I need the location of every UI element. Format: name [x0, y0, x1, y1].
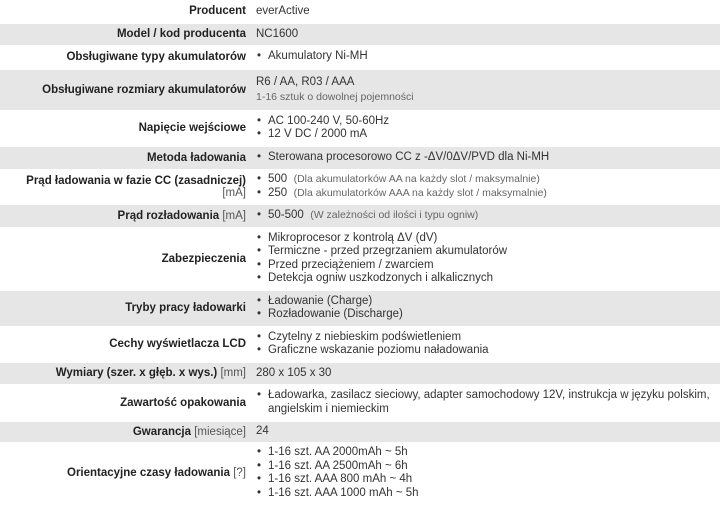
- list-item: • 12 V DC / 2000 mA: [268, 128, 720, 142]
- bullet-list: [256, 209, 720, 223]
- bullet-list: [256, 389, 720, 416]
- list-item: • Termiczne - przed przegrzaniem akumulatorów: [268, 245, 720, 259]
- row-label: [0, 110, 251, 146]
- row-value: [251, 204, 720, 227]
- table-row: [0, 0, 720, 23]
- table-row: [0, 384, 720, 421]
- table-row: [0, 227, 720, 290]
- list-item: [268, 209, 720, 223]
- row-value: [251, 0, 720, 23]
- list-item: • Przed przeciążeniem / zwarciem: [268, 259, 720, 273]
- list-item: • 1-16 szt. AAA 1000 mAh ~ 5h: [268, 487, 720, 501]
- list-item: • Ładowanie (Charge): [268, 295, 720, 309]
- list-item: • 1-16 szt. AA 2500mAh ~ 6h: [268, 460, 720, 474]
- item-main: 500: [268, 173, 288, 185]
- row-label: [0, 204, 251, 227]
- table-row: [0, 110, 720, 146]
- bullet-list: [256, 295, 720, 322]
- row-value: [251, 110, 720, 146]
- row-value: [251, 421, 720, 442]
- label-unit: [mA]: [222, 186, 246, 199]
- item-main: 50-500: [268, 208, 304, 221]
- row-label: [0, 0, 251, 23]
- table-row: [0, 442, 720, 504]
- row-label: [0, 384, 251, 421]
- row-value: [251, 326, 720, 362]
- list-item: [268, 173, 720, 187]
- list-item: • Czytelny z niebieskim podświetleniem: [268, 331, 720, 345]
- label-text: Model / kod producenta: [116, 28, 246, 40]
- label-text: Obsługiwane rozmiary akumulatorów: [42, 83, 246, 96]
- row-label: [0, 421, 251, 442]
- value-text: 24: [256, 425, 269, 437]
- table-row: [0, 326, 720, 362]
- label-text: Cechy wyświetlacza LCD: [109, 338, 246, 350]
- row-label: [0, 146, 251, 169]
- row-value: [251, 227, 720, 290]
- bullet-list: [256, 115, 720, 142]
- list-item: • AC 100-240 V, 50-60Hz: [268, 115, 720, 129]
- row-label: [0, 326, 251, 362]
- table-row: [0, 204, 720, 227]
- label-text: Obsługiwane typy akumulatorów: [66, 51, 246, 63]
- row-value: [251, 362, 720, 384]
- list-item: • 1-16 szt. AAA 800 mAh ~ 4h: [268, 473, 720, 487]
- list-item: • Graficzne wskazanie poziomu naładowania: [268, 344, 720, 358]
- row-label: [0, 290, 251, 326]
- table-row: [0, 146, 720, 169]
- label-text: Gwarancja: [132, 425, 192, 438]
- value-text: R6 / AA, R03 / AAA: [256, 75, 355, 88]
- value-note: 1-16 sztuk o dowolnej pojemności: [256, 90, 414, 103]
- table-row: [0, 290, 720, 326]
- label-text: Zawartość opakowania: [120, 396, 246, 409]
- list-item: • Rozładowanie (Discharge): [268, 308, 720, 322]
- row-label: [0, 23, 251, 45]
- table-row: [0, 45, 720, 69]
- row-value: [251, 146, 720, 169]
- label-unit: [mm]: [220, 367, 246, 379]
- label-text: Producent: [189, 5, 246, 18]
- label-text: Metoda ładowania: [146, 151, 246, 164]
- row-value: [251, 45, 720, 69]
- row-label: [0, 227, 251, 290]
- item-main: 250: [268, 186, 288, 199]
- row-value: [251, 384, 720, 421]
- bullet-list: [256, 232, 720, 286]
- bullet-list: [256, 173, 720, 200]
- list-item: • 1-16 szt. AA 2000mAh ~ 5h: [268, 446, 720, 460]
- list-item: • Detekcja ogniw uszkodzonych i alkalicznych: [268, 272, 720, 286]
- row-label: [0, 169, 251, 204]
- row-label: [0, 362, 251, 384]
- bullet-list: [256, 331, 720, 358]
- table-row: [0, 421, 720, 442]
- value-text: 280 x 105 x 30: [256, 366, 332, 379]
- label-unit: [mA]: [222, 209, 246, 222]
- table-row: [0, 169, 720, 204]
- table-row: [0, 362, 720, 384]
- label-unit: [miesiące]: [194, 425, 246, 438]
- list-item: • Akumulatory Ni-MH: [268, 50, 720, 64]
- value-text: NC1600: [256, 27, 299, 40]
- row-value: [251, 290, 720, 326]
- label-text: Orientacyjne czasy ładowania: [67, 467, 230, 479]
- label-text: Wymiary (szer. x głęb. x wys.): [55, 367, 218, 379]
- row-label: [0, 69, 251, 110]
- value-text: everActive: [256, 4, 310, 17]
- label-text: Prąd rozładowania: [117, 209, 220, 222]
- label-text: Tryby pracy ładowarki: [125, 302, 246, 314]
- label-text: Zabezpieczenia: [161, 252, 246, 265]
- row-value: [251, 69, 720, 110]
- list-item: • Sterowana procesorowo CC z -ΔV/0ΔV/PVD dla Ni-MH: [268, 151, 720, 165]
- item-note: (Dla akumulatorków AAA na każdy slot / maksymalnie): [293, 186, 547, 199]
- label-unit: [?]: [233, 467, 246, 479]
- item-note: (Dla akumulatorków AA na każdy slot / maksymalnie): [293, 173, 540, 185]
- bullet-list: [256, 50, 720, 64]
- row-value: [251, 169, 720, 204]
- row-label: [0, 45, 251, 69]
- item-note: (W zależności od ilości i typu ogniw): [310, 208, 479, 221]
- table-row: [0, 69, 720, 110]
- row-value: [251, 442, 720, 504]
- list-item: [268, 187, 720, 201]
- label-text: Prąd ładowania w fazie CC (zasadniczej): [26, 174, 246, 187]
- list-item: • Mikroprocesor z kontrolą ΔV (dV): [268, 232, 720, 246]
- table-row: [0, 23, 720, 45]
- bullet-list: [256, 151, 720, 165]
- row-value: [251, 23, 720, 45]
- row-label: [0, 442, 251, 504]
- bullet-list: [256, 446, 720, 500]
- list-item: • Ładowarka, zasilacz sieciowy, adapter samochodowy 12V, instrukcja w języku polskim, angielskim i niemieckim: [268, 389, 720, 416]
- label-text: Napięcie wejściowe: [138, 122, 246, 134]
